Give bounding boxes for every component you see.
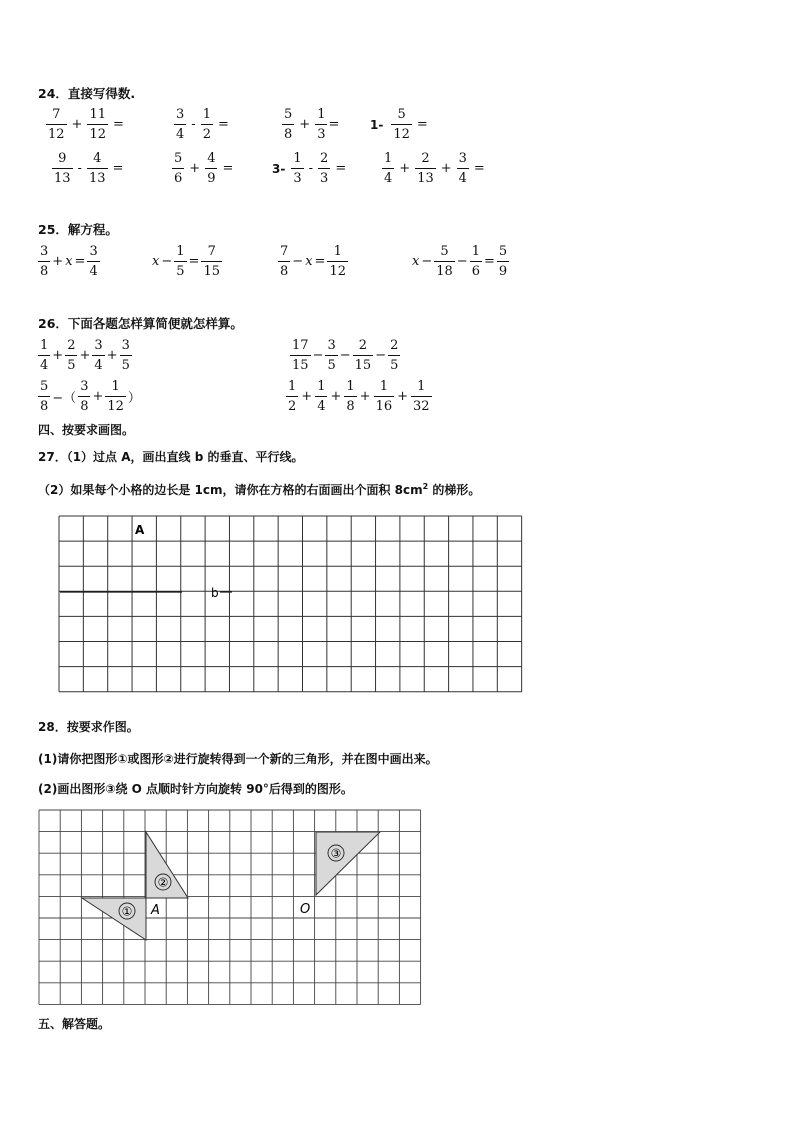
q26-e2: 17 15 − $\frac{3}{5}$ − $\frac{2}{15}$ − $\frac{2}{5}$ [292, 338, 399, 373]
shape-1-label: ① [121, 904, 133, 919]
q28-part1: (1)请你把图形①或图形②进行旋转得到一个新的三角形，并在图中画出来。 [38, 752, 438, 766]
q24-r1-e3: 5 8 + $\frac{1}{3}$ = [284, 107, 340, 142]
line-b-label: b [211, 586, 219, 600]
q26-e1: 1 4 + $\frac{2}{5}$ + $\frac{3}{4}$ + $\frac{3}{5}$ [40, 338, 130, 373]
shape-3-label: ③ [330, 846, 342, 861]
q26-title: 26．下面各题怎样算简便就怎样算。 [38, 316, 243, 331]
point-a-label-28: A [151, 903, 160, 918]
q27-part2: （2）如果每个小格的边长是 1cm，请你在方格的右面画出个面积 $8cm^2$ 的梯形。 [38, 482, 481, 497]
q26-e4: 1 2 + $\frac{1}{4}$ + $\frac{1}{8}$ + $\frac{1}{16}$ + $\frac{1}{32}$ [288, 379, 430, 414]
q24-r2-e2: 5 6 + $\frac{4}{9}$ = [174, 151, 234, 186]
q25-eq1: 3 8 + x = $\frac{3}{4}$ [40, 244, 98, 279]
q24-r1-e1: 7 12 + $\frac{11}{12}$ = [48, 107, 124, 142]
q28-title: 28．按要求作图。 [38, 720, 139, 734]
q27-title: 27．（1）过点 A，画出直线 b 的垂直、平行线。 [38, 450, 304, 464]
point-o-label: O [300, 902, 311, 917]
q25-eq4: x − $\frac{5}{18}$ − $\frac{1}{6}$ = $\frac{5}{9}$ [412, 244, 508, 279]
q24-r1-e2: 3 4 - $\frac{1}{2}$ = [176, 107, 229, 142]
q26-e3: 5 8 −（ 3 8 + $\frac{1}{12}$ ） [40, 379, 141, 414]
q24-r2-e3: 3- 1 3 - $\frac{2}{3}$ = [272, 151, 347, 186]
q24-r2-e4: 1 4 + $\frac{2}{13}$ + $\frac{3}{4}$ = [384, 151, 485, 186]
q25-title: 25．解方程。 [38, 222, 118, 237]
point-a-label: A [135, 523, 145, 537]
q28-part2: (2)画出图形③绕 O 点顺时针方向旋转 90°后得到的图形。 [38, 782, 353, 796]
q25-eq3: 7 8 − x = $\frac{1}{12}$ [280, 244, 346, 279]
shape-1 [82, 898, 146, 940]
section-4-heading: 四、按要求画图。 [38, 423, 135, 437]
q24-r2-e1: 9 13 - $\frac{4}{13}$ = [54, 151, 124, 186]
shape-3 [316, 832, 380, 895]
section-5-heading: 五、解答题。 [38, 1017, 111, 1031]
shape-2-label: ② [157, 875, 169, 890]
q24-r1-e4: 1- $\frac{5}{12}$ = [370, 107, 428, 142]
q25-eq2: x − $\frac{1}{5}$ = $\frac{7}{15}$ [152, 244, 220, 279]
q24-title: 24．直接写得数. [38, 86, 136, 101]
